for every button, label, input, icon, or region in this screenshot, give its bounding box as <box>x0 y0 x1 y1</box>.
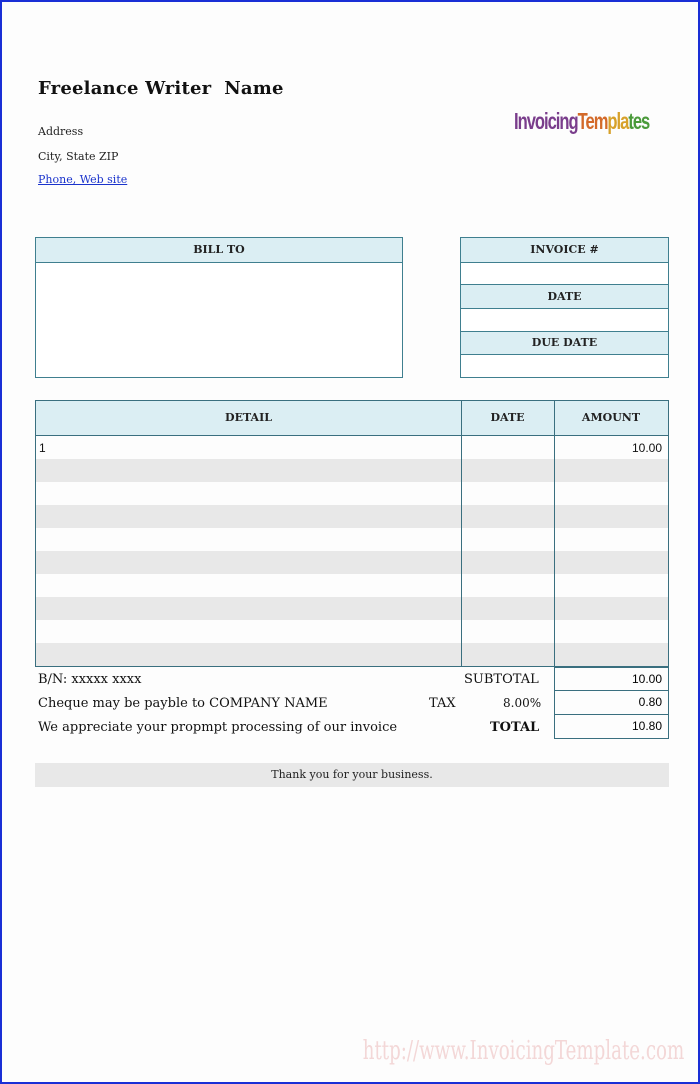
table-row[interactable] <box>36 551 668 574</box>
company-phone-web-link[interactable]: Phone, Web site <box>38 173 128 186</box>
subtotal-label: SUBTOTAL <box>464 672 539 687</box>
company-city-state-zip: City, State ZIP <box>38 150 119 163</box>
company-address: Address <box>38 125 84 138</box>
date-header: DATE <box>461 285 668 309</box>
subtotal-value: 10.00 <box>554 667 669 691</box>
detail-date-divider <box>461 401 462 666</box>
items-table <box>35 400 669 667</box>
watermark-url: http://www.InvoicingTemplate.com <box>362 1036 684 1066</box>
detail-cell: 1 <box>39 441 46 455</box>
table-row[interactable] <box>36 505 668 528</box>
amount-cell: 10.00 <box>631 441 662 455</box>
tax-rate: 8.00% <box>503 696 542 710</box>
table-row[interactable] <box>36 436 668 459</box>
detail-column-header: DETAIL <box>225 411 272 424</box>
bill-to-header: BILL TO <box>36 238 402 263</box>
tax-value: 0.80 <box>554 691 669 715</box>
tax-label: TAX <box>429 696 456 711</box>
items-table-header <box>36 401 668 436</box>
invoice-meta-box <box>460 237 669 378</box>
company-name: Freelance Writer Name <box>38 78 284 99</box>
appreciation-note: We appreciate your propmpt processing of our invoice <box>38 720 398 735</box>
invoice-number-value[interactable] <box>461 263 668 285</box>
total-label: TOTAL <box>490 720 540 735</box>
date-amount-divider <box>554 401 555 666</box>
due-date-value[interactable] <box>461 355 668 377</box>
cheque-payable-note: Cheque may be payble to COMPANY NAME <box>38 696 328 711</box>
table-row[interactable] <box>36 528 668 551</box>
due-date-header: DUE DATE <box>461 332 668 355</box>
total-value: 10.80 <box>554 715 669 739</box>
bill-to-box <box>35 237 403 378</box>
amount-column-header: AMOUNT <box>581 411 641 424</box>
table-row[interactable] <box>36 620 668 643</box>
table-row[interactable] <box>36 482 668 505</box>
date-column-header: DATE <box>490 411 525 424</box>
invoice-number-header: INVOICE # <box>461 238 668 263</box>
table-row[interactable] <box>36 597 668 620</box>
table-row[interactable] <box>36 459 668 482</box>
thank-you-banner: Thank you for your business. <box>35 763 669 787</box>
table-row[interactable] <box>36 643 668 666</box>
table-row[interactable] <box>36 574 668 597</box>
business-number: B/N: xxxxx xxxx <box>38 672 142 687</box>
date-value[interactable] <box>461 309 668 332</box>
bill-to-content[interactable] <box>36 263 402 375</box>
invoicing-templates-logo: InvoicingTemplates <box>514 108 650 134</box>
